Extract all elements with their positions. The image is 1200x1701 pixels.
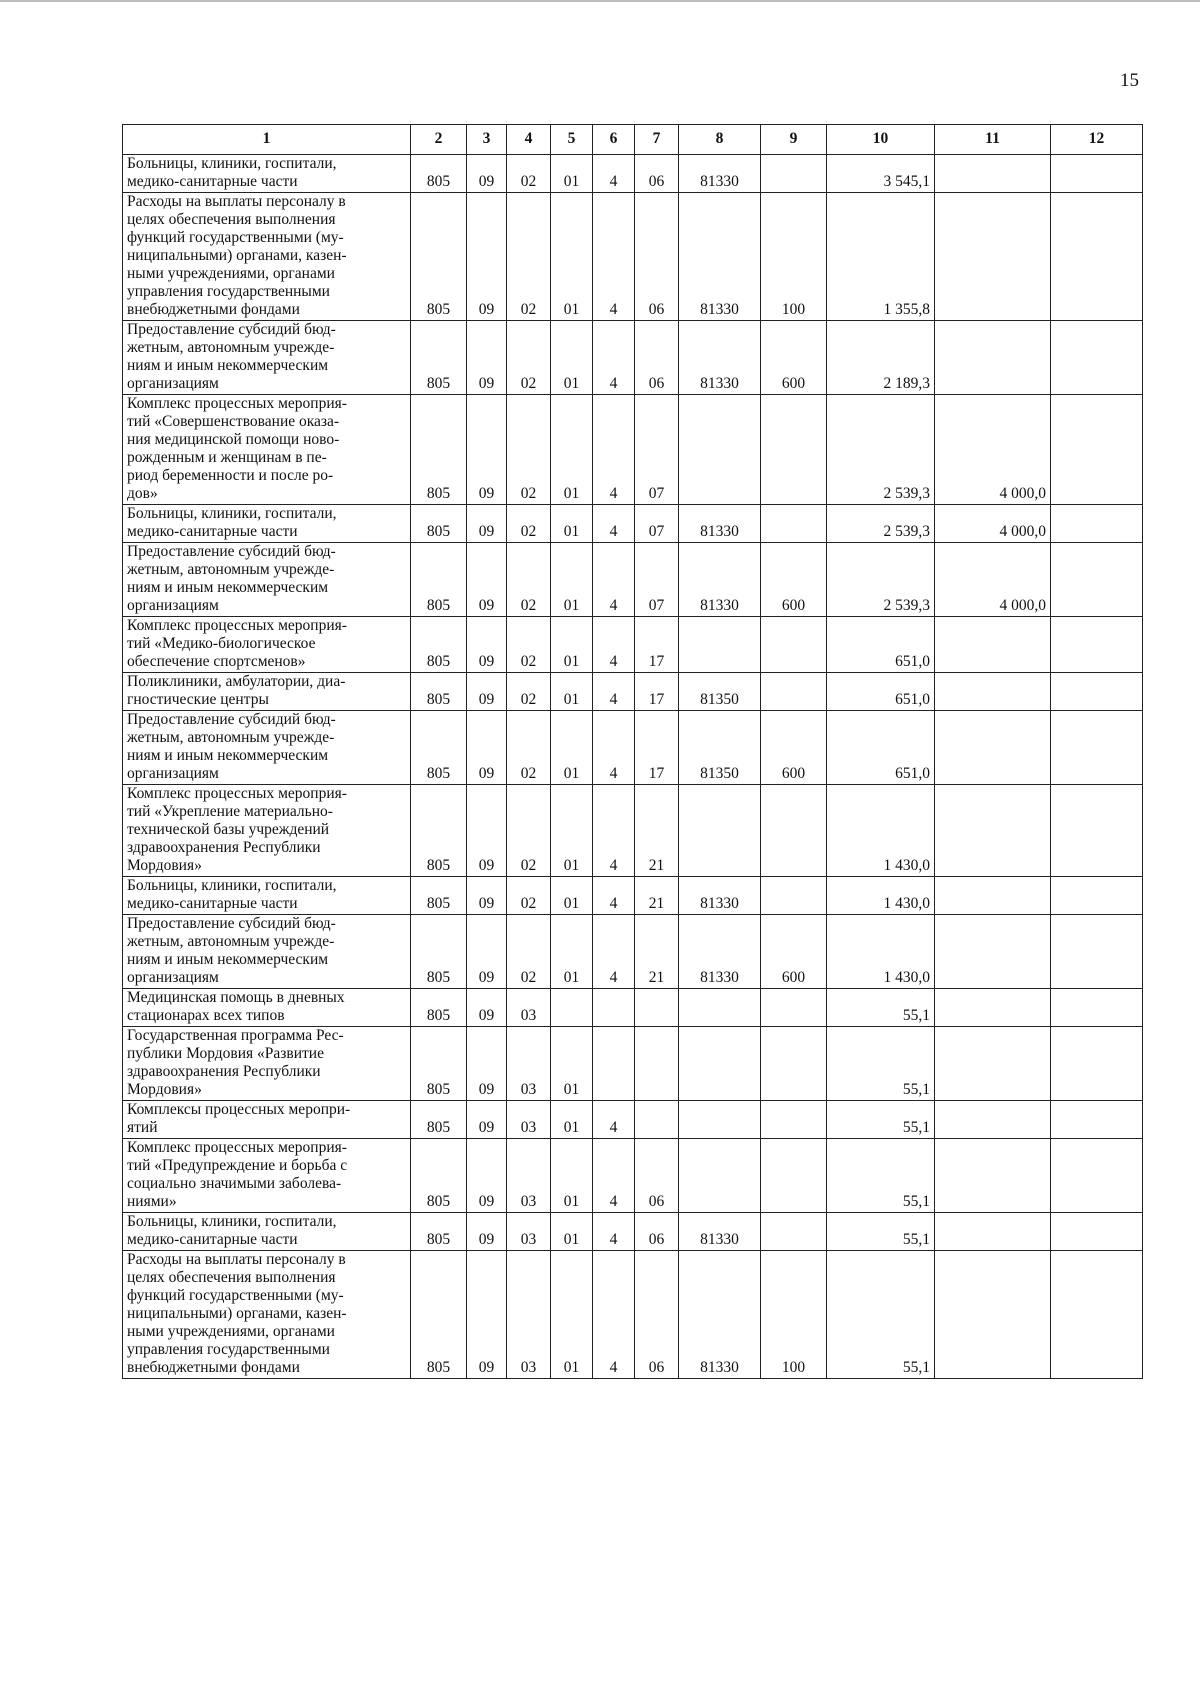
code-cell-col9: 100 [761,1251,827,1379]
header-row [123,125,1143,155]
code-cell-col2: 805 [411,915,467,989]
column-header-6: 6 [593,125,635,155]
amount-cell-col10: 55,1 [827,1101,935,1139]
code-cell-col5: 01 [551,193,593,321]
code-cell-col6: 4 [593,877,635,915]
code-cell-col7: 17 [635,711,679,785]
code-cell-col8: 81330 [679,915,761,989]
code-cell-col3: 09 [467,505,507,543]
code-cell-col4: 02 [507,877,551,915]
amount-cell-col10: 1 430,0 [827,915,935,989]
row-name-cell: Комплекс процессных мероприя- тий «Укрепление материально- технической базы учреждений здравоохранения Республики Мордовия» [123,785,411,877]
row-name-cell: Предоставление субсидий бюд- жетным, автономным учрежде- ниям и иным некоммерческим организациям [123,711,411,785]
code-cell-col9 [761,617,827,673]
code-cell-col3: 09 [467,711,507,785]
table-row [123,877,1143,915]
code-cell-col5: 01 [551,1139,593,1213]
amount-cell-col12 [1051,543,1143,617]
code-cell-col3: 09 [467,1027,507,1101]
code-cell-col5: 01 [551,395,593,505]
code-cell-col8: 81330 [679,543,761,617]
code-cell-col5: 01 [551,711,593,785]
row-name-cell: Комплексы процессных меропри- ятий [123,1101,411,1139]
code-cell-col3: 09 [467,673,507,711]
amount-cell-col11 [935,321,1051,395]
code-cell-col9 [761,1027,827,1101]
row-name-cell: Государственная программа Рес- публики Мордовия «Развитие здравоохранения Республики Мордовия» [123,1027,411,1101]
table-row [123,711,1143,785]
code-cell-col3: 09 [467,321,507,395]
amount-cell-col10: 651,0 [827,617,935,673]
code-cell-col4: 02 [507,617,551,673]
amount-cell-col10: 2 539,3 [827,543,935,617]
amount-cell-col10: 55,1 [827,1139,935,1213]
amount-cell-col12 [1051,711,1143,785]
amount-cell-col10: 55,1 [827,1213,935,1251]
row-name-cell: Больницы, клиники, госпитали, медико-санитарные части [123,155,411,193]
code-cell-col7: 07 [635,505,679,543]
column-header-7: 7 [635,125,679,155]
code-cell-col9 [761,1139,827,1213]
code-cell-col6: 4 [593,1101,635,1139]
amount-cell-col12 [1051,1139,1143,1213]
row-name-cell: Больницы, клиники, госпитали, медико-санитарные части [123,877,411,915]
code-cell-col3: 09 [467,193,507,321]
code-cell-col5: 01 [551,543,593,617]
code-cell-col2: 805 [411,673,467,711]
code-cell-col8: 81330 [679,155,761,193]
amount-cell-col11 [935,155,1051,193]
code-cell-col2: 805 [411,395,467,505]
code-cell-col4: 02 [507,395,551,505]
code-cell-col4: 03 [507,1139,551,1213]
code-cell-col6: 4 [593,543,635,617]
amount-cell-col10: 55,1 [827,1027,935,1101]
table-row [123,617,1143,673]
amount-cell-col11 [935,877,1051,915]
code-cell-col2: 805 [411,711,467,785]
code-cell-col5: 01 [551,673,593,711]
amount-cell-col10: 651,0 [827,711,935,785]
code-cell-col7: 21 [635,785,679,877]
code-cell-col7: 17 [635,617,679,673]
code-cell-col7: 21 [635,877,679,915]
code-cell-col7: 21 [635,915,679,989]
code-cell-col8: 81330 [679,877,761,915]
code-cell-col7 [635,1027,679,1101]
amount-cell-col11 [935,1027,1051,1101]
amount-cell-col11 [935,989,1051,1027]
code-cell-col2: 805 [411,617,467,673]
amount-cell-col11 [935,1139,1051,1213]
amount-cell-col10: 2 539,3 [827,505,935,543]
budget-table [122,124,1143,1379]
code-cell-col5: 01 [551,1101,593,1139]
code-cell-col4: 02 [507,155,551,193]
amount-cell-col12 [1051,877,1143,915]
amount-cell-col11 [935,711,1051,785]
table-row [123,1213,1143,1251]
code-cell-col5 [551,989,593,1027]
code-cell-col3: 09 [467,989,507,1027]
code-cell-col5: 01 [551,915,593,989]
amount-cell-col12 [1051,1213,1143,1251]
row-name-cell: Поликлиники, амбулатории, диа- гностические центры [123,673,411,711]
code-cell-col2: 805 [411,1251,467,1379]
code-cell-col7: 06 [635,155,679,193]
table-row [123,505,1143,543]
code-cell-col5: 01 [551,1213,593,1251]
code-cell-col9 [761,155,827,193]
page-number: 15 [1120,70,1139,91]
row-name-cell: Предоставление субсидий бюд- жетным, автономным учрежде- ниям и иным некоммерческим организациям [123,915,411,989]
column-header-5: 5 [551,125,593,155]
code-cell-col6: 4 [593,395,635,505]
row-name-cell: Предоставление субсидий бюд- жетным, автономным учрежде- ниям и иным некоммерческим организациям [123,321,411,395]
code-cell-col6: 4 [593,155,635,193]
code-cell-col5: 01 [551,505,593,543]
amount-cell-col11 [935,617,1051,673]
table-row [123,1251,1143,1379]
amount-cell-col10: 1 430,0 [827,877,935,915]
table-row [123,155,1143,193]
amount-cell-col12 [1051,193,1143,321]
code-cell-col5: 01 [551,1251,593,1379]
code-cell-col7: 06 [635,1139,679,1213]
code-cell-col4: 02 [507,193,551,321]
code-cell-col3: 09 [467,1101,507,1139]
table-row [123,989,1143,1027]
code-cell-col7: 06 [635,1251,679,1379]
table-row [123,395,1143,505]
row-name-cell: Предоставление субсидий бюд- жетным, автономным учрежде- ниям и иным некоммерческим организациям [123,543,411,617]
code-cell-col6: 4 [593,1213,635,1251]
code-cell-col4: 03 [507,989,551,1027]
code-cell-col7: 06 [635,193,679,321]
code-cell-col4: 03 [507,1251,551,1379]
code-cell-col6 [593,1027,635,1101]
code-cell-col3: 09 [467,155,507,193]
row-name-cell: Комплекс процессных мероприя- тий «Предупреждение и борьба с социально значимыми заболева- ниями» [123,1139,411,1213]
amount-cell-col11 [935,1213,1051,1251]
column-header-2: 2 [411,125,467,155]
code-cell-col8 [679,617,761,673]
amount-cell-col10: 2 539,3 [827,395,935,505]
code-cell-col9: 600 [761,915,827,989]
code-cell-col9: 100 [761,193,827,321]
amount-cell-col11: 4 000,0 [935,543,1051,617]
amount-cell-col12 [1051,1101,1143,1139]
code-cell-col8: 81330 [679,1213,761,1251]
code-cell-col2: 805 [411,543,467,617]
code-cell-col8 [679,785,761,877]
table-body [123,155,1143,1379]
code-cell-col2: 805 [411,877,467,915]
code-cell-col3: 09 [467,877,507,915]
amount-cell-col12 [1051,915,1143,989]
code-cell-col2: 805 [411,1213,467,1251]
column-header-3: 3 [467,125,507,155]
code-cell-col6: 4 [593,673,635,711]
code-cell-col6: 4 [593,1251,635,1379]
code-cell-col9 [761,395,827,505]
code-cell-col4: 02 [507,505,551,543]
code-cell-col4: 02 [507,785,551,877]
code-cell-col6: 4 [593,505,635,543]
table-row [123,1139,1143,1213]
row-name-cell: Больницы, клиники, госпитали, медико-санитарные части [123,1213,411,1251]
amount-cell-col10: 3 545,1 [827,155,935,193]
amount-cell-col12 [1051,673,1143,711]
amount-cell-col11 [935,673,1051,711]
amount-cell-col12 [1051,617,1143,673]
code-cell-col4: 02 [507,915,551,989]
code-cell-col4: 02 [507,673,551,711]
code-cell-col4: 02 [507,711,551,785]
code-cell-col9 [761,505,827,543]
code-cell-col7: 07 [635,395,679,505]
code-cell-col8: 81330 [679,1251,761,1379]
amount-cell-col10: 651,0 [827,673,935,711]
amount-cell-col10: 2 189,3 [827,321,935,395]
table-row [123,193,1143,321]
code-cell-col5: 01 [551,321,593,395]
code-cell-col2: 805 [411,1027,467,1101]
code-cell-col3: 09 [467,543,507,617]
row-name-cell: Больницы, клиники, госпитали, медико-санитарные части [123,505,411,543]
column-header-1: 1 [123,125,411,155]
amount-cell-col11 [935,1101,1051,1139]
code-cell-col8: 81330 [679,193,761,321]
code-cell-col8 [679,1139,761,1213]
amount-cell-col10: 1 355,8 [827,193,935,321]
code-cell-col5: 01 [551,155,593,193]
code-cell-col4: 03 [507,1101,551,1139]
scan-top-edge [0,0,1200,2]
code-cell-col6: 4 [593,915,635,989]
code-cell-col6 [593,989,635,1027]
code-cell-col3: 09 [467,785,507,877]
amount-cell-col10: 1 430,0 [827,785,935,877]
code-cell-col3: 09 [467,617,507,673]
code-cell-col2: 805 [411,1101,467,1139]
code-cell-col4: 02 [507,543,551,617]
row-name-cell: Медицинская помощь в дневных стационарах всех типов [123,989,411,1027]
amount-cell-col12 [1051,785,1143,877]
amount-cell-col10: 55,1 [827,1251,935,1379]
column-header-12: 12 [1051,125,1143,155]
code-cell-col5: 01 [551,877,593,915]
code-cell-col2: 805 [411,193,467,321]
code-cell-col7 [635,1101,679,1139]
code-cell-col7: 07 [635,543,679,617]
amount-cell-col11: 4 000,0 [935,505,1051,543]
table-row [123,1027,1143,1101]
code-cell-col2: 805 [411,785,467,877]
amount-cell-col12 [1051,395,1143,505]
code-cell-col8 [679,395,761,505]
amount-cell-col11: 4 000,0 [935,395,1051,505]
code-cell-col5: 01 [551,1027,593,1101]
code-cell-col8 [679,989,761,1027]
code-cell-col2: 805 [411,505,467,543]
table-row [123,543,1143,617]
code-cell-col9: 600 [761,711,827,785]
row-name-cell: Расходы на выплаты персоналу в целях обеспечения выполнения функций государственными (му- ниципальными) органами, казен- ными учреждениями, органами управления государственными внебюджетными фондами [123,1251,411,1379]
code-cell-col7: 17 [635,673,679,711]
amount-cell-col12 [1051,989,1143,1027]
code-cell-col7: 06 [635,321,679,395]
code-cell-col9 [761,989,827,1027]
code-cell-col9: 600 [761,543,827,617]
code-cell-col9 [761,1101,827,1139]
amount-cell-col11 [935,915,1051,989]
column-header-11: 11 [935,125,1051,155]
amount-cell-col12 [1051,1027,1143,1101]
code-cell-col8: 81330 [679,505,761,543]
code-cell-col2: 805 [411,321,467,395]
code-cell-col8: 81330 [679,321,761,395]
column-header-9: 9 [761,125,827,155]
code-cell-col8 [679,1027,761,1101]
code-cell-col9 [761,1213,827,1251]
code-cell-col6: 4 [593,617,635,673]
code-cell-col4: 03 [507,1213,551,1251]
amount-cell-col12 [1051,505,1143,543]
code-cell-col2: 805 [411,155,467,193]
table-row [123,321,1143,395]
row-name-cell: Комплекс процессных мероприя- тий «Медико-биологическое обеспечение спортсменов» [123,617,411,673]
code-cell-col8: 81350 [679,711,761,785]
code-cell-col6: 4 [593,711,635,785]
code-cell-col9 [761,673,827,711]
table-row [123,1101,1143,1139]
code-cell-col3: 09 [467,1139,507,1213]
row-name-cell: Расходы на выплаты персоналу в целях обеспечения выполнения функций государственными (му- ниципальными) органами, казен- ными учреждениями, органами управления государственными внебюджетными фондами [123,193,411,321]
code-cell-col3: 09 [467,915,507,989]
amount-cell-col11 [935,193,1051,321]
amount-cell-col12 [1051,155,1143,193]
code-cell-col3: 09 [467,395,507,505]
code-cell-col8 [679,1101,761,1139]
code-cell-col4: 02 [507,321,551,395]
code-cell-col6: 4 [593,785,635,877]
column-header-10: 10 [827,125,935,155]
column-header-8: 8 [679,125,761,155]
amount-cell-col12 [1051,321,1143,395]
code-cell-col2: 805 [411,1139,467,1213]
code-cell-col2: 805 [411,989,467,1027]
table-row [123,785,1143,877]
code-cell-col3: 09 [467,1251,507,1379]
amount-cell-col12 [1051,1251,1143,1379]
code-cell-col9: 600 [761,321,827,395]
code-cell-col6: 4 [593,1139,635,1213]
code-cell-col5: 01 [551,617,593,673]
amount-cell-col11 [935,785,1051,877]
code-cell-col9 [761,785,827,877]
code-cell-col9 [761,877,827,915]
code-cell-col5: 01 [551,785,593,877]
row-name-cell: Комплекс процессных мероприя- тий «Совершенствование оказа- ния медицинской помощи ново- рожденным и женщинам в пе- риод беременности и после ро- дов» [123,395,411,505]
code-cell-col7 [635,989,679,1027]
table-row [123,673,1143,711]
code-cell-col6: 4 [593,193,635,321]
column-header-4: 4 [507,125,551,155]
code-cell-col8: 81350 [679,673,761,711]
code-cell-col4: 03 [507,1027,551,1101]
code-cell-col7: 06 [635,1213,679,1251]
code-cell-col3: 09 [467,1213,507,1251]
code-cell-col6: 4 [593,321,635,395]
amount-cell-col11 [935,1251,1051,1379]
table-row [123,915,1143,989]
amount-cell-col10: 55,1 [827,989,935,1027]
